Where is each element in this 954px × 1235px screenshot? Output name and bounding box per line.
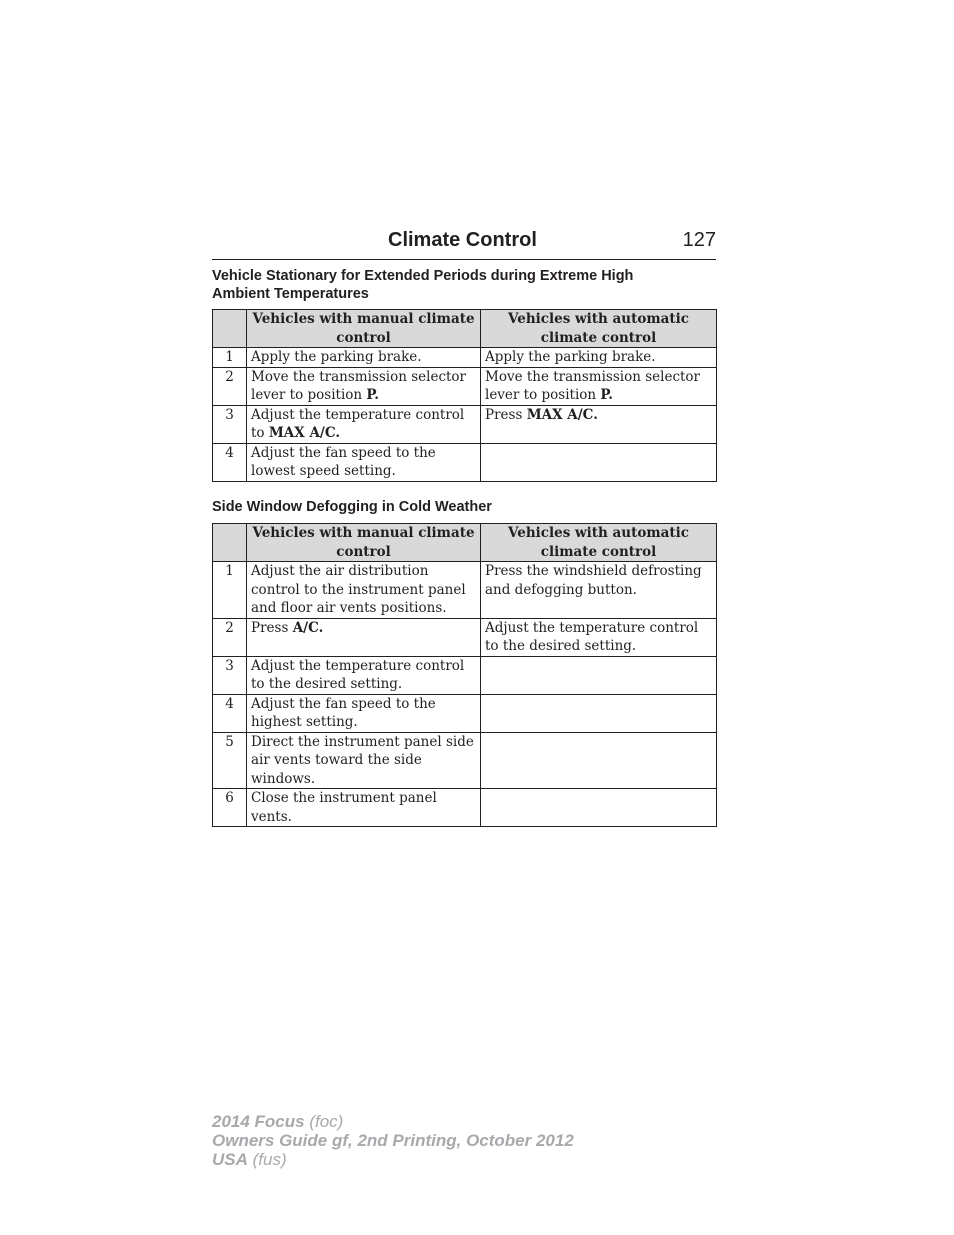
table-row (213, 562, 717, 619)
auto-cell (481, 656, 717, 694)
section2-heading: Side Window Defogging in Cold Weather (212, 499, 492, 515)
header-empty-cell (213, 310, 247, 348)
row-number: 2 (213, 618, 247, 656)
row-number: 1 (213, 562, 247, 619)
manual-cell: Press A/C. (247, 618, 481, 656)
side-window-defog-table (212, 523, 717, 827)
table-row (213, 367, 717, 405)
row-number: 3 (213, 656, 247, 694)
header-empty-cell (213, 524, 247, 562)
manual-cell: Adjust the temperature control to MAX A/C. (247, 405, 481, 443)
auto-cell: Press MAX A/C. (481, 405, 717, 443)
page-header (212, 229, 716, 260)
table-row (213, 405, 717, 443)
table-row (213, 732, 717, 789)
auto-cell (481, 732, 717, 789)
auto-cell: Move the transmission selector lever to position P. (481, 367, 717, 405)
extreme-heat-table (212, 309, 717, 482)
row-number: 1 (213, 348, 247, 368)
table-row (213, 443, 717, 481)
manual-cell: Close the instrument panel vents. (247, 789, 481, 827)
row-number: 6 (213, 789, 247, 827)
header-manual: Vehicles with manual climate control (247, 524, 481, 562)
page-footer (212, 1112, 574, 1169)
table-row (213, 348, 717, 368)
header-auto: Vehicles with automatic climate control (481, 524, 717, 562)
table-header-row (213, 310, 717, 348)
footer-line3: USA (fus) (212, 1150, 287, 1169)
auto-cell (481, 789, 717, 827)
manual-cell: Direct the instrument panel side air vents toward the side windows. (247, 732, 481, 789)
table-row (213, 789, 717, 827)
manual-cell: Adjust the fan speed to the highest setting. (247, 694, 481, 732)
manual-cell: Move the transmission selector lever to position P. (247, 367, 481, 405)
row-number: 2 (213, 367, 247, 405)
row-number: 4 (213, 443, 247, 481)
table-row (213, 618, 717, 656)
section1-heading-line2: Ambient Temperatures (212, 285, 369, 302)
auto-cell (481, 694, 717, 732)
table-header-row (213, 524, 717, 562)
auto-cell: Apply the parking brake. (481, 348, 717, 368)
section1-heading (212, 268, 716, 303)
manual-cell: Adjust the air distribution control to the instrument panel and floor air vents positions. (247, 562, 481, 619)
manual-cell: Adjust the fan speed to the lowest speed setting. (247, 443, 481, 481)
row-number: 3 (213, 405, 247, 443)
header-auto: Vehicles with automatic climate control (481, 310, 717, 348)
auto-cell: Press the windshield defrosting and defogging button. (481, 562, 717, 619)
auto-cell (481, 443, 717, 481)
table-row (213, 694, 717, 732)
footer-line2: Owners Guide gf, 2nd Printing, October 2012 (212, 1131, 574, 1150)
row-number: 5 (213, 732, 247, 789)
footer-line1: 2014 Focus (foc) (212, 1112, 344, 1131)
header-manual: Vehicles with manual climate control (247, 310, 481, 348)
table-row (213, 656, 717, 694)
page-title: Climate Control (388, 229, 537, 251)
row-number: 4 (213, 694, 247, 732)
manual-cell: Apply the parking brake. (247, 348, 481, 368)
section1-heading-line1: Vehicle Stationary for Extended Periods during Extreme High (212, 268, 634, 284)
manual-cell: Adjust the temperature control to the desired setting. (247, 656, 481, 694)
auto-cell: Adjust the temperature control to the desired setting. (481, 618, 717, 656)
page-number: 127 (682, 229, 716, 251)
